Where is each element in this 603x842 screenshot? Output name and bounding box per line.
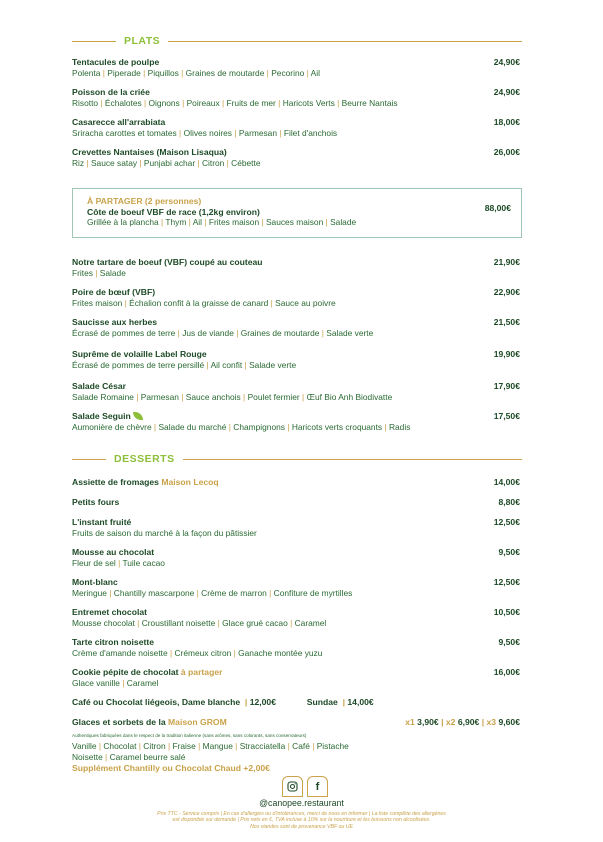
item-price: 9,50€ [498, 547, 520, 557]
item-price: 12,50€ [493, 517, 520, 527]
item-name: Casarecce all'arrabiata [72, 117, 166, 127]
menu-item [72, 577, 520, 599]
item-name: Poisson de la criée [72, 87, 150, 97]
item-name: Poire de bœuf (VBF) [72, 287, 156, 297]
menu-item [72, 257, 520, 279]
divider [72, 459, 106, 460]
item-desc: Risotto | Échalotes | Oignons | Poireaux | Fruits de mer | Haricots Verts | Beurre Nantais [72, 98, 398, 108]
desserts-title: DESSERTS [114, 453, 175, 465]
menu-item [72, 349, 520, 371]
divider [183, 459, 522, 460]
item-desc: Aumonière de chèvre | Salade du marché | Champignons | Haricots verts croquants | Radis [72, 422, 411, 432]
footer-line-1: Prix TTC - Service compris | En cas d'allergies ou d'intolérances, merci de nous en informer | La liste complète des allergènes [157, 811, 446, 817]
item-desc: Fruits de saison du marché à la façon du pâtissier [72, 528, 257, 538]
item-desc: Polenta | Piperade | Piquillos | Graines de moutarde | Pecorino | Ail [72, 68, 320, 78]
instagram-handle[interactable]: @canopee.restaurant [259, 798, 344, 808]
item-price: 14,00€ [493, 477, 520, 487]
item-price: 18,00€ [493, 117, 520, 127]
sundae-price: 14,00€ [347, 697, 374, 707]
item-desc: Frites | Salade [72, 268, 126, 278]
menu-item [72, 147, 520, 169]
item-name: Tentacules de poulpe [72, 57, 160, 67]
item-name: Salade Seguin [72, 411, 520, 422]
item-name: Notre tartare de boeuf (VBF) coupé au couteau [72, 257, 263, 267]
share-dish-name: Côte de boeuf VBF de race (1,2kg environ) [87, 207, 260, 217]
item-name: Suprême de volaille Label Rouge [72, 349, 207, 359]
item-name: Mousse au chocolat [72, 547, 155, 557]
menu-item [72, 497, 520, 508]
item-desc: Salade Romaine | Parmesan | Sauce anchois | Poulet fermier | Œuf Bio Anh Biodivatte [72, 392, 393, 402]
divider [168, 41, 522, 42]
cafe-text: Café ou Chocolat liégeois, Dame blanche [72, 697, 241, 707]
glaces-name: Glaces et sorbets de la [72, 717, 166, 727]
item-price: 22,90€ [493, 287, 520, 297]
share-label: À PARTAGER (2 personnes) [87, 196, 202, 206]
desserts-section-title [72, 452, 522, 466]
item-desc: Frites maison | Échalion confit à la graisse de canard | Sauce au poivre [72, 298, 336, 308]
item-name: Petits fours [72, 497, 120, 507]
item-price: 24,90€ [493, 87, 520, 97]
item-price: 26,00€ [493, 147, 520, 157]
item-name: L'instant fruité [72, 517, 132, 527]
item-desc: Fleur de sel | Tuile cacao [72, 558, 165, 568]
menu-item [72, 57, 520, 79]
plats-title: PLATS [124, 35, 161, 47]
item-name: Crevettes Nantaises (Maison Lisaqua) [72, 147, 227, 157]
item-desc: Écrasé de pommes de terre persillé | Ail confit | Salade verte [72, 360, 297, 370]
item-desc: Crème d'amande noisette | Crémeux citron | Ganache montée yuzu [72, 648, 323, 658]
item-price: 24,90€ [493, 57, 520, 67]
menu-item [72, 667, 520, 689]
item-price: 10,50€ [493, 607, 520, 617]
supplement: Supplément Chantilly ou Chocolat Chaud +2,00€ [72, 763, 270, 773]
menu-item [72, 381, 520, 403]
item-desc: Riz | Sauce satay | Punjabi achar | Citron | Cébette [72, 158, 261, 168]
social-icons [282, 776, 328, 797]
item-name: Assiette de fromages Maison Lecoq [72, 477, 219, 487]
plats-section-title [72, 34, 522, 48]
leaf-icon [133, 412, 143, 420]
item-price: 17,50€ [493, 411, 520, 421]
share-box [72, 188, 522, 238]
glaces-line [72, 717, 520, 727]
item-price: 12,50€ [493, 577, 520, 587]
item-desc: Écrasé de pommes de terre | Jus de viande | Graines de moutarde | Salade verte [72, 328, 374, 338]
item-name: Cookie pépite de chocolat à partager [72, 667, 223, 677]
flavors-line-2: Noisette | Caramel beurre salé [72, 752, 186, 762]
item-name: Saucisse aux herbes [72, 317, 158, 327]
item-price: 21,50€ [493, 317, 520, 327]
item-price: 16,00€ [493, 667, 520, 677]
item-name: Entremet chocolat [72, 607, 147, 617]
facebook-icon[interactable]: f [307, 776, 328, 797]
item-desc: Glace vanille | Caramel [72, 678, 159, 688]
glaces-prices: x1 3,90€ | x2 6,90€ | x3 9,60€ [405, 717, 520, 727]
item-desc: Meringue | Chantilly mascarpone | Crème de marron | Confiture de myrtilles [72, 588, 353, 598]
item-price: 9,50€ [498, 637, 520, 647]
flavors-line-1: Vanille | Chocolat | Citron | Fraise | Mangue | Stracciatella | Café | Pistache [72, 741, 349, 751]
menu-item [72, 411, 520, 433]
cafe-line: Café ou Chocolat liégeois, Dame blanche | 12,00€ Sundae | 14,00€ [72, 697, 374, 707]
instagram-icon[interactable] [282, 776, 303, 797]
menu-item [72, 517, 520, 539]
sundae-text: Sundae [306, 697, 338, 707]
item-price: 19,90€ [493, 349, 520, 359]
share-dish-price: 88,00€ [484, 203, 511, 213]
menu-item [72, 607, 520, 629]
menu-item [72, 117, 520, 139]
menu-item [72, 637, 520, 659]
cafe-price: 12,00€ [249, 697, 276, 707]
footer-line-2: est disponible sur demande | Prix nets en €, TVA incluse à 10% sur la nourriture et les boissons non alcoolisées. [172, 817, 431, 824]
glaces-maison: Maison GROM [168, 717, 227, 727]
menu-item [72, 477, 520, 488]
menu-item [72, 287, 520, 309]
menu-item [72, 87, 520, 109]
item-price: 17,90€ [493, 381, 520, 391]
footer-note [0, 811, 603, 830]
share-dish-desc: Grillée à la plancha | Thym | Ail | Frites maison | Sauces maison | Salade [87, 217, 357, 227]
item-price: 8,80€ [498, 497, 520, 507]
item-name: Salade César [72, 381, 126, 391]
divider [72, 41, 116, 42]
menu-item [72, 317, 520, 339]
footer-line-3: Nos viandes sont de provenance VBF ou UE [250, 823, 353, 830]
item-desc: Mousse chocolat | Croustillant noisette | Glace grué cacao | Caramel [72, 618, 327, 628]
glaces-note: Authentiques fabriquées dans le respect de la tradition italienne (sans arômes, sans colorants, sans conservateurs) [72, 733, 307, 738]
item-name: Mont-blanc [72, 577, 118, 587]
item-name: Tarte citron noisette [72, 637, 154, 647]
item-desc: Sriracha carottes et tomates | Olives noires | Parmesan | Filet d'anchois [72, 128, 338, 138]
menu-item [72, 547, 520, 569]
item-price: 21,90€ [493, 257, 520, 267]
